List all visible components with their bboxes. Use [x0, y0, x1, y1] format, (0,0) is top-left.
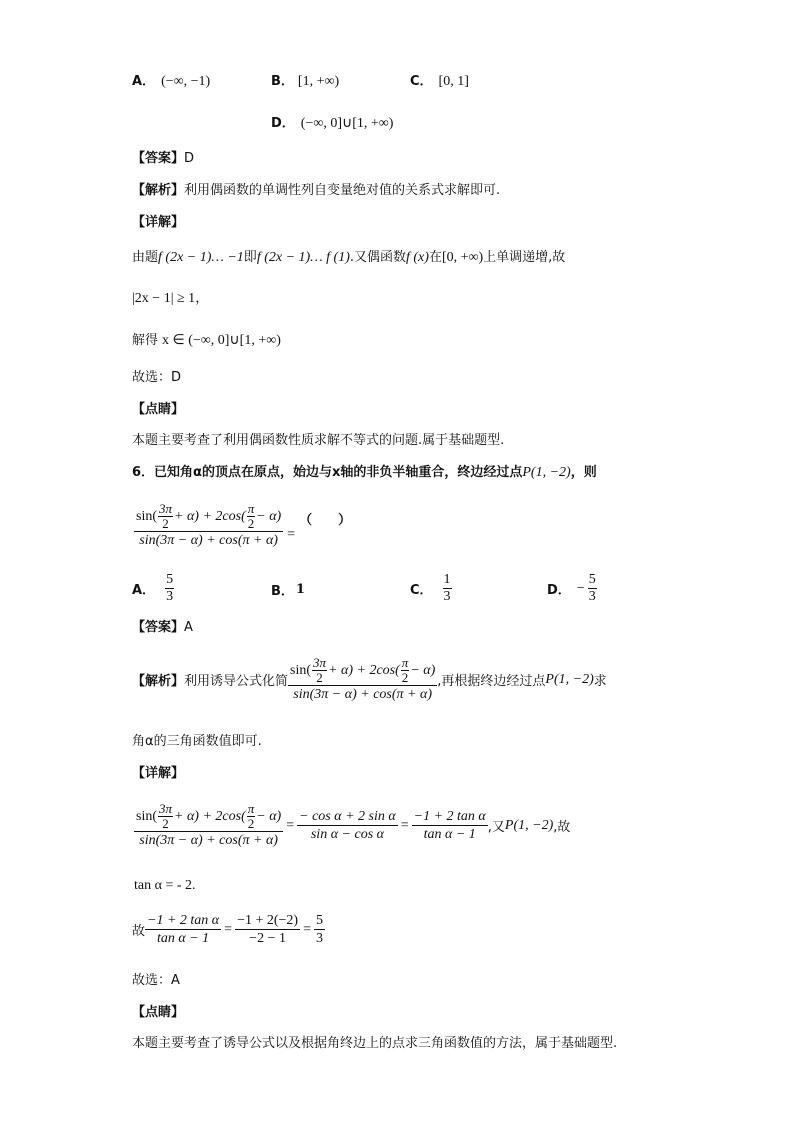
solve-text: 解得 — [132, 333, 159, 348]
solve-math: x ∈ (−∞, 0]∪[1, +∞) — [162, 333, 281, 348]
abs-inequality: |2x − 1| ≥ 1 — [132, 291, 196, 306]
small-den: 2 — [162, 816, 169, 831]
analysis-tag: 【解析】 — [132, 674, 185, 689]
option-letter: A． — [132, 583, 156, 598]
small-den: 2 — [316, 670, 323, 685]
frac-den: sin α − cos α — [310, 827, 385, 842]
detail-math: f (2x − 1)… −1 — [158, 250, 244, 265]
q5-comment: 本题主要考查了利用偶函数性质求解不等式的问题.属于基础题型. — [132, 433, 505, 448]
detail-math: f (x) — [406, 250, 429, 265]
small-num: π — [247, 501, 255, 516]
detail-fraction-step2 — [412, 808, 488, 843]
q6-analysis-line — [132, 656, 607, 703]
answer-tag: 【答案】 — [132, 151, 185, 166]
analysis-tag: 【解析】 — [132, 183, 185, 198]
option-letter: C． — [410, 74, 433, 89]
detail-fraction-original — [134, 802, 283, 849]
q5-analysis-line — [132, 181, 500, 201]
frac-text: − α) — [256, 509, 282, 524]
option-math: [1, +∞) — [297, 74, 340, 89]
analysis-text: 利用偶函数的单调性列自变量绝对值的关系式求解即可. — [184, 183, 501, 198]
frac-text: sin( — [136, 509, 157, 524]
frac-den: 3 — [588, 589, 596, 604]
q5-detail-tag: 【详解】 — [132, 215, 185, 230]
analysis-fraction — [288, 656, 437, 703]
detail-math: f (2x − 1)… f (1) — [256, 250, 350, 265]
q5-comment-tag: 【点睛】 — [132, 402, 185, 417]
frac-den: −2 − 1 — [249, 931, 286, 946]
q5-abs-line — [132, 289, 208, 309]
small-num: π — [401, 655, 409, 670]
frac-text: sin( — [290, 663, 312, 678]
final-fraction-2 — [235, 912, 300, 947]
equals-sign: = — [303, 921, 311, 937]
q6-stem — [132, 463, 597, 483]
q6-detail-tag: 【详解】 — [132, 766, 185, 781]
small-fraction — [247, 502, 256, 531]
detail-text: .又偶函数 — [349, 250, 406, 265]
analysis-text: ,再根据终边经过点 — [437, 674, 546, 689]
q5-option-a — [132, 72, 210, 92]
option-math: [0, 1] — [438, 74, 469, 89]
detail-point: P(1, −2) — [504, 817, 554, 833]
frac-den: sin(3π − α) + cos(π + α) — [139, 533, 278, 548]
frac-den: tan α − 1 — [423, 827, 476, 842]
frac-num: −1 + 2 tan α — [413, 809, 486, 824]
stem-point: P(1, −2) — [522, 465, 571, 480]
frac-den: sin(3π − α) + cos(π + α) — [293, 687, 432, 702]
final-prefix: 故 — [132, 924, 146, 939]
frac-num: 5 — [315, 913, 323, 928]
small-den: 2 — [247, 516, 255, 531]
frac-text: sin( — [136, 809, 157, 824]
option-letter: D． — [547, 583, 571, 598]
small-fraction — [158, 502, 173, 531]
q6-answer-line — [132, 618, 193, 638]
frac-text: + α) + 2cos( — [328, 663, 400, 678]
frac-num: −1 + 2 tan α — [147, 913, 220, 928]
frac-den: 3 — [443, 589, 451, 604]
frac-text: + α) + 2cos( — [174, 509, 246, 524]
equals-sign: = — [286, 817, 295, 833]
q6-choose: 故选：A — [132, 973, 180, 988]
option-math: (−∞, −1) — [161, 74, 211, 89]
q6-final-line — [132, 912, 325, 947]
q6-option-b — [271, 580, 305, 599]
frac-text: + α) + 2cos( — [174, 809, 246, 824]
q6-comment-tag: 【点睛】 — [132, 1005, 185, 1020]
detail-text: ,又 — [487, 820, 505, 835]
option-fraction — [588, 572, 597, 605]
detail-fraction-step1 — [297, 808, 398, 843]
analysis-point: P(1, −2) — [545, 671, 594, 687]
q5-answer-line — [132, 149, 194, 169]
q5-option-c — [410, 72, 469, 92]
q5-choose: 故选：D — [132, 370, 182, 385]
frac-den: tan α − 1 — [156, 931, 210, 946]
stem-text: 6．已知角α的顶点在原点，始边与x轴的非负半轴重合，终边经过点 — [132, 465, 523, 480]
equals-sign: = — [400, 817, 409, 833]
option-fraction — [443, 572, 452, 605]
q6-main-fraction — [134, 502, 283, 549]
option-letter: B． — [271, 584, 294, 599]
frac-num: 5 — [166, 572, 174, 587]
detail-text: 由题 — [132, 250, 159, 265]
q6-option-a — [132, 572, 175, 605]
final-fraction-3 — [314, 912, 325, 947]
frac-den: 3 — [166, 589, 174, 604]
equals-sign: = — [224, 921, 233, 937]
minus-sign: − — [576, 580, 585, 596]
q5-detail-line — [132, 248, 565, 268]
frac-den: 3 — [315, 931, 323, 946]
q5-option-d — [271, 114, 393, 134]
answer-tag: 【答案】 — [132, 620, 185, 635]
small-fraction — [247, 802, 256, 831]
q6-option-c — [410, 572, 453, 605]
option-letter: D． — [271, 116, 295, 131]
frac-den: sin(3π − α) + cos(π + α) — [139, 833, 278, 848]
final-fraction-1 — [145, 912, 221, 947]
frac-num: 1 — [443, 572, 451, 587]
small-num: 3π — [313, 655, 327, 670]
stem-tail: ，则 — [570, 465, 597, 480]
small-num: 3π — [159, 501, 173, 516]
q6-detail-equation — [134, 802, 570, 849]
answer-value: D — [184, 151, 195, 166]
small-den: 2 — [247, 816, 255, 831]
detail-text: 上单调递增,故 — [483, 250, 566, 265]
small-fraction — [158, 802, 173, 831]
frac-text: − α) — [256, 809, 282, 824]
detail-text: 即 — [243, 250, 257, 265]
small-fraction — [312, 656, 327, 685]
option-letter: C． — [410, 583, 433, 598]
option-fraction — [165, 572, 174, 605]
option-letter: B． — [271, 74, 294, 89]
answer-blank: （ ） — [299, 513, 352, 528]
analysis-text: 利用诱导公式化简 — [184, 674, 289, 689]
option-math: (−∞, 0]∪[1, +∞) — [300, 116, 394, 131]
q5-option-b — [271, 72, 339, 92]
q6-comment: 本题主要考查了诱导公式以及根据角终边上的点求三角函数值的方法，属于基础题型. — [132, 1036, 618, 1051]
option-value: 1 — [295, 582, 305, 597]
detail-math: [0, +∞) — [441, 250, 484, 265]
option-letter: A． — [132, 74, 156, 89]
small-den: 2 — [162, 516, 169, 531]
frac-num: −1 + 2(−2) — [237, 913, 299, 928]
frac-text: − α) — [410, 663, 436, 678]
frac-num: 5 — [588, 572, 596, 587]
punctuation: ， — [195, 291, 209, 306]
small-num: 3π — [159, 801, 173, 816]
equals-sign: = — [287, 526, 296, 542]
small-num: π — [247, 801, 255, 816]
q6-analysis-line2: 角α的三角函数值即可. — [132, 734, 262, 749]
q6-expression — [134, 502, 351, 549]
detail-text: 在 — [428, 250, 442, 265]
answer-value: A — [184, 620, 193, 635]
q5-solve-line — [132, 331, 281, 351]
analysis-text: 求 — [593, 674, 607, 689]
detail-text: ,故 — [553, 820, 571, 835]
q6-tan-line: tan α = - 2. — [134, 878, 196, 893]
small-fraction — [401, 656, 410, 685]
frac-num: − cos α + 2 sin α — [299, 809, 396, 824]
q6-option-d — [547, 572, 598, 605]
small-den: 2 — [401, 670, 409, 685]
